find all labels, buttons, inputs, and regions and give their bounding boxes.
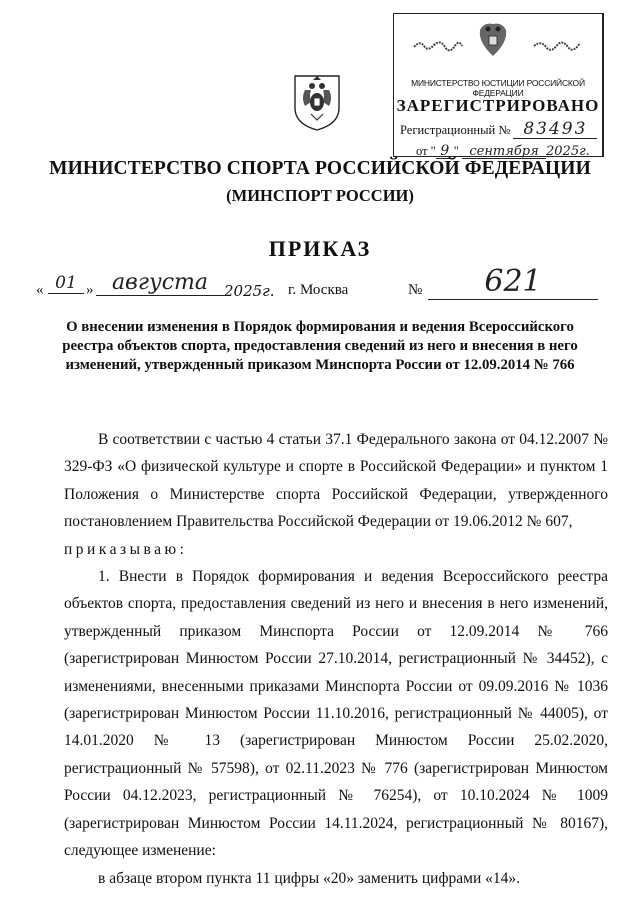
order-number: 621 bbox=[428, 264, 598, 300]
date-day: 01 bbox=[48, 273, 84, 294]
date-open-quote: « bbox=[36, 282, 44, 298]
stamp-date-quote: " bbox=[453, 144, 459, 158]
item-1-paragraph: 1. Внести в Порядок формирования и ведения Всероссийского реестра объектов спорта, предоставления сведений из него и внесения в него изменений, утвержденный приказом Минспорта России от 12.09.2014 № 766 (зарегистрирован Минюстом России 27.10.2014, регистрационный № 34452), с изменениями, внесенными приказами Минспорта России от 09.09.2016 № 1036 (зарегистрирован Минюстом России 11.10.2016, регистрационный № 44005), от 14.01.2020 № 13 (зарегистрирован Минюстом России 25.02.2020, регистрационный № 57598), от 02.11.2023 № 776 (зарегистрирован Минюстом России 04.12.2023, регистрационный № 76254), от 10.10.2024 № 1009 (зарегистрирован Минюстом России 14.11.2024, регистрационный № 80167), следующее изменение: bbox=[64, 568, 608, 860]
amendment-paragraph: в абзаце втором пункта 11 цифры «20» заменить цифрами «14». bbox=[98, 869, 520, 887]
date-place-number-row bbox=[36, 264, 606, 302]
stamp-reg-number: 83493 bbox=[513, 121, 597, 139]
order-number-label: № bbox=[408, 282, 423, 298]
organization-short-name: (МИНСПОРТ РОССИИ) bbox=[226, 186, 414, 205]
stamp-registration-line bbox=[400, 121, 597, 139]
city: г. Москва bbox=[288, 282, 349, 298]
stamp-ministry-name: МИНИСТЕРСТВО ЮСТИЦИИ РОССИЙСКОЙ ФЕДЕРАЦИИ bbox=[411, 78, 585, 98]
coat-of-arms-icon bbox=[291, 72, 343, 132]
stamp-date-month: сентября bbox=[462, 145, 546, 159]
stamp-scribble-icon bbox=[532, 38, 584, 52]
date-month: августа bbox=[96, 270, 224, 296]
document-type-title: ПРИКАЗ bbox=[268, 236, 372, 261]
date-year: 2025г. bbox=[224, 282, 275, 300]
stamp-emblem-icon bbox=[476, 20, 510, 60]
order-word: приказываю: bbox=[64, 540, 188, 558]
date-close-quote: » bbox=[86, 282, 94, 298]
stamp-date-line bbox=[416, 144, 590, 159]
stamp-reg-label: Регистрационный № bbox=[400, 123, 511, 137]
stamp-date-day: 9 bbox=[436, 144, 454, 159]
organization-name: МИНИСТЕРСТВО СПОРТА РОССИЙСКОЙ ФЕДЕРАЦИИ bbox=[49, 158, 591, 179]
registration-stamp bbox=[393, 13, 604, 157]
stamp-date-prefix: от " bbox=[416, 144, 436, 158]
stamp-registered-label: ЗАРЕГИСТРИРОВАНО bbox=[396, 96, 600, 115]
stamp-scribble-icon bbox=[412, 38, 464, 52]
order-title: О внесении изменения в Порядок формирования и ведения Всероссийского реестра объектов спорта, предоставления сведений из него и внесения в него изменений, утвержденный приказом Минспорта России от 12.09.2014 № 766 bbox=[62, 319, 578, 374]
order-body bbox=[64, 426, 608, 892]
preamble-paragraph: В соответствии с частью 4 статьи 37.1 Федерального закона от 04.12.2007 № 329-ФЗ «О физической культуре и спорте в Российской Федерации» и пунктом 1 Положения о Министерстве спорта Российской Федерации, утвержденного постановлением Правительства Российской Федерации от 19.06.2012 № 607, bbox=[64, 431, 608, 531]
stamp-date-year: 2025г. bbox=[546, 144, 590, 159]
